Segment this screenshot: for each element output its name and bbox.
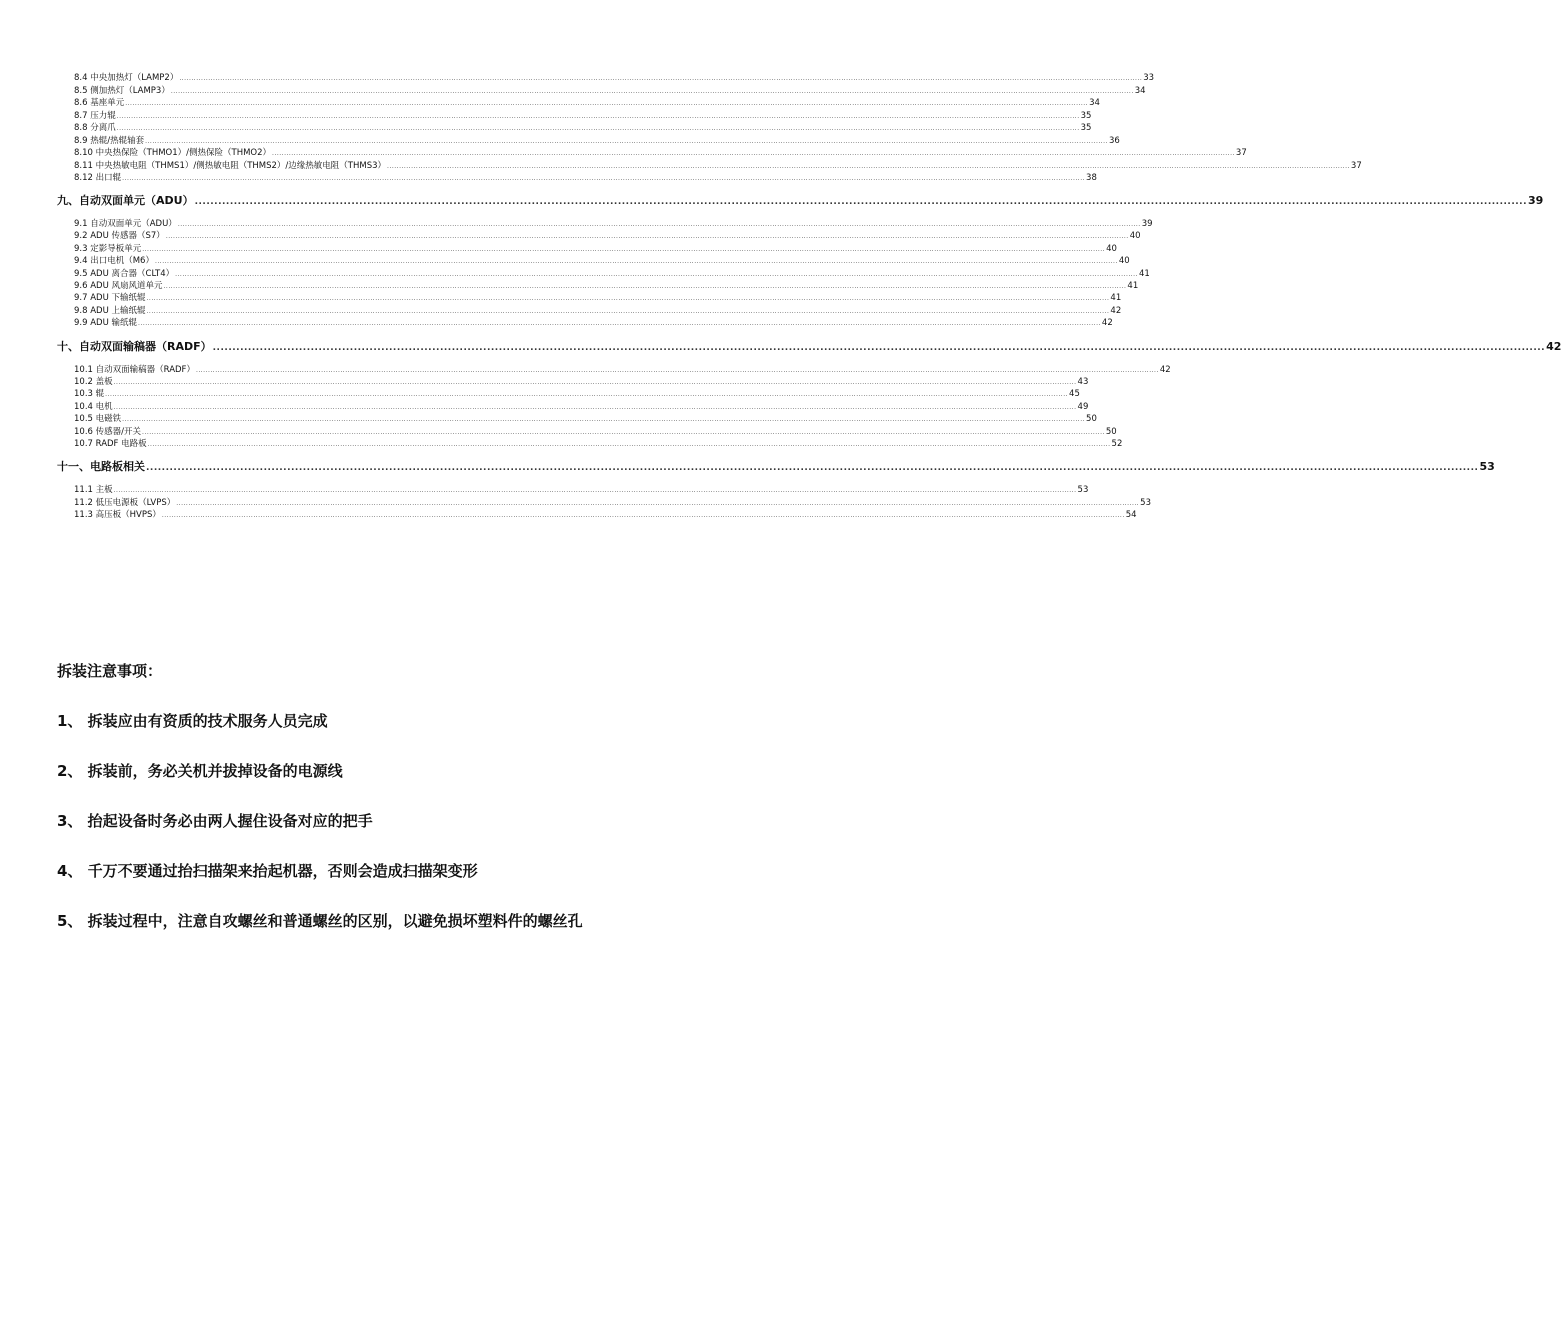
toc-entry-page: 40 <box>1106 244 1117 254</box>
toc-entry-label: 9.7 ADU 下输纸辊 <box>74 293 146 303</box>
toc-entry[interactable]: 9.2 ADU 传感器（S7） ................................................................................................................................................................................................................................................................................................................................................................................................................ 40 <box>74 231 1141 241</box>
toc-entry[interactable]: 10.7 RADF 电路板 ................................................................................................................................................................................................................................................................................................................................................................................................................ 52 <box>74 439 1123 449</box>
toc-entry[interactable]: 8.9 热辊/热辊轴套 ................................................................................................................................................................................................................................................................................................................................................................................................................ 36 <box>74 136 1120 146</box>
toc-entry-page: 34 <box>1134 86 1146 96</box>
toc-entry-page: 54 <box>1125 510 1137 520</box>
toc-entry[interactable]: 9.1 自动双面单元（ADU） ................................................................................................................................................................................................................................................................................................................................................................................................................ 39 <box>74 219 1153 229</box>
toc-entry-page: 37 <box>1235 148 1247 158</box>
toc-entry-page: 41 <box>1127 281 1139 291</box>
toc-entry-label: 10.1 自动双面输稿器（RADF） <box>74 365 195 375</box>
toc-entry-page: 34 <box>1089 98 1100 108</box>
toc-entry-page: 41 <box>1110 293 1122 303</box>
toc-chapter[interactable]: 十一、电路板相关 .................................................................................................................................................................................................................................................................................................................................................... 53 <box>57 460 1495 473</box>
toc-entry-page: 36 <box>1108 136 1120 146</box>
toc-entry-label: 11.3 高压板（HVPS） <box>74 510 161 520</box>
toc-entry-page: 35 <box>1080 111 1092 121</box>
toc-entry[interactable]: 9.3 定影导板单元 ................................................................................................................................................................................................................................................................................................................................................................................................................ 40 <box>74 244 1117 254</box>
toc-entry[interactable]: 11.1 主板 ................................................................................................................................................................................................................................................................................................................................................................................................................ 53 <box>74 485 1089 495</box>
toc-entry-label: 9.1 自动双面单元（ADU） <box>74 219 177 229</box>
toc-entry-page: 52 <box>1111 439 1123 449</box>
toc-entry-page: 53 <box>1077 485 1089 495</box>
toc-entry-label: 10.4 电机 <box>74 402 113 412</box>
toc-entry-page: 39 <box>1141 219 1153 229</box>
toc-entry-label: 8.12 出口辊 <box>74 173 122 183</box>
toc-entry-label: 9.3 定影导板单元 <box>74 244 142 254</box>
toc-entry[interactable]: 9.9 ADU 输纸辊 ................................................................................................................................................................................................................................................................................................................................................................................................................ 42 <box>74 318 1113 328</box>
toc-entry-page: 45 <box>1069 389 1080 399</box>
toc-entry[interactable]: 8.7 压力辊 ................................................................................................................................................................................................................................................................................................................................................................................................................ 35 <box>74 111 1092 121</box>
toc-entry-label: 10.3 辊 <box>74 389 105 399</box>
toc-entry[interactable]: 8.12 出口辊 ................................................................................................................................................................................................................................................................................................................................................................................................................ 38 <box>74 173 1097 183</box>
toc-entry-label: 9.4 出口电机（M6） <box>74 256 154 266</box>
toc-chapter-label: 十一、电路板相关 <box>57 460 145 473</box>
toc-entry-label: 10.6 传感器/开关 <box>74 427 141 437</box>
toc-entry-label: 8.11 中央热敏电阻（THMS1）/侧热敏电阻（THMS2）/边缘热敏电阻（THMS3） <box>74 161 387 171</box>
toc-entry[interactable]: 10.4 电机 ................................................................................................................................................................................................................................................................................................................................................................................................................ 49 <box>74 402 1089 412</box>
toc-entry-page: 37 <box>1350 161 1362 171</box>
toc-entry-page: 42 <box>1110 306 1122 316</box>
toc-entry[interactable]: 8.11 中央热敏电阻（THMS1）/侧热敏电阻（THMS2）/边缘热敏电阻（THMS3） ................................................................................................................................................................................................................................................................................................................................................................................................................ 37 <box>74 161 1362 171</box>
toc-entry-page: 41 <box>1139 269 1150 279</box>
toc-entry-label: 8.9 热辊/热辊轴套 <box>74 136 145 146</box>
toc-entry[interactable]: 10.1 自动双面输稿器（RADF） ................................................................................................................................................................................................................................................................................................................................................................................................................ 42 <box>74 365 1171 375</box>
toc-entry-label: 8.10 中央热保险（THMO1）/侧热保险（THMO2） <box>74 148 272 158</box>
toc-entry-label: 8.6 基座单元 <box>74 98 125 108</box>
toc-chapter-page: 53 <box>1479 460 1495 473</box>
toc-entry-page: 50 <box>1105 427 1117 437</box>
toc-entry-label: 8.5 侧加热灯（LAMP3） <box>74 86 170 96</box>
toc-chapter[interactable]: 九、自动双面单元（ADU） .................................................................................................................................................................................................................................................................................................................................................... 39 <box>57 194 1544 207</box>
toc-entry-page: 42 <box>1101 318 1113 328</box>
toc-entry[interactable]: 10.2 盖板 ................................................................................................................................................................................................................................................................................................................................................................................................................ 43 <box>74 377 1089 387</box>
toc-entry-label: 10.7 RADF 电路板 <box>74 439 147 449</box>
toc-entry[interactable]: 11.2 低压电源板（LVPS） ................................................................................................................................................................................................................................................................................................................................................................................................................ 53 <box>74 498 1151 508</box>
toc-entry-label: 9.8 ADU 上输纸辊 <box>74 306 146 316</box>
toc-entry[interactable]: 8.8 分离爪 ................................................................................................................................................................................................................................................................................................................................................................................................................ 35 <box>74 123 1092 133</box>
note-item: 2、 拆装前，务必关机并拔掉设备的电源线 <box>57 762 343 780</box>
toc-entry-label: 11.2 低压电源板（LVPS） <box>74 498 176 508</box>
toc-entry-page: 42 <box>1159 365 1171 375</box>
toc-chapter[interactable]: 十、自动双面输稿器（RADF） .................................................................................................................................................................................................................................................................................................................................................... 42 <box>57 340 1561 353</box>
toc-entry-label: 9.9 ADU 输纸辊 <box>74 318 138 328</box>
note-item: 1、 拆装应由有资质的技术服务人员完成 <box>57 712 328 730</box>
notes-title: 拆装注意事项： <box>57 662 163 680</box>
toc-entry-label: 11.1 主板 <box>74 485 113 495</box>
toc-entry-page: 49 <box>1077 402 1089 412</box>
toc-entry-label: 10.5 电磁铁 <box>74 414 122 424</box>
toc-entry[interactable]: 10.3 辊 ................................................................................................................................................................................................................................................................................................................................................................................................................ 45 <box>74 389 1080 399</box>
toc-entry[interactable]: 9.6 ADU 风扇风道单元 ................................................................................................................................................................................................................................................................................................................................................................................................................ 41 <box>74 281 1139 291</box>
toc-entry-label: 8.7 压力辊 <box>74 111 116 121</box>
toc-entry-page: 40 <box>1118 256 1130 266</box>
toc-entry-label: 8.8 分离爪 <box>74 123 116 133</box>
toc-chapter-label: 十、自动双面输稿器（RADF） <box>57 340 212 353</box>
toc-entry[interactable]: 8.10 中央热保险（THMO1）/侧热保险（THMO2） ................................................................................................................................................................................................................................................................................................................................................................................................................ 37 <box>74 148 1247 158</box>
toc-entry-label: 9.6 ADU 风扇风道单元 <box>74 281 163 291</box>
toc-chapter-page: 42 <box>1546 340 1561 353</box>
toc-entry-label: 10.2 盖板 <box>74 377 113 387</box>
toc-chapter-label: 九、自动双面单元（ADU） <box>57 194 194 207</box>
toc-entry-page: 53 <box>1140 498 1151 508</box>
toc-entry[interactable]: 10.6 传感器/开关 ................................................................................................................................................................................................................................................................................................................................................................................................................ 50 <box>74 427 1117 437</box>
toc-entry[interactable]: 9.7 ADU 下输纸辊 ................................................................................................................................................................................................................................................................................................................................................................................................................ 41 <box>74 293 1122 303</box>
toc-entry[interactable]: 9.4 出口电机（M6） ................................................................................................................................................................................................................................................................................................................................................................................................................ 40 <box>74 256 1130 266</box>
toc-entry-page: 35 <box>1080 123 1092 133</box>
toc-entry[interactable]: 10.5 电磁铁 ................................................................................................................................................................................................................................................................................................................................................................................................................ 50 <box>74 414 1097 424</box>
toc-entry-label: 8.4 中央加热灯（LAMP2） <box>74 73 179 83</box>
toc-entry[interactable]: 9.5 ADU 离合器（CLT4） ................................................................................................................................................................................................................................................................................................................................................................................................................ 41 <box>74 269 1150 279</box>
toc-entry-page: 50 <box>1086 414 1097 424</box>
toc-entry[interactable]: 11.3 高压板（HVPS） ................................................................................................................................................................................................................................................................................................................................................................................................................ 54 <box>74 510 1137 520</box>
toc-entry-page: 33 <box>1143 73 1155 83</box>
toc-entry[interactable]: 9.8 ADU 上输纸辊 ................................................................................................................................................................................................................................................................................................................................................................................................................ 42 <box>74 306 1122 316</box>
toc-entry[interactable]: 8.6 基座单元 ................................................................................................................................................................................................................................................................................................................................................................................................................ 34 <box>74 98 1100 108</box>
toc-entry-page: 40 <box>1129 231 1141 241</box>
note-item: 3、 抬起设备时务必由两人握住设备对应的把手 <box>57 812 373 830</box>
note-item: 4、 千万不要通过抬扫描架来抬起机器，否则会造成扫描架变形 <box>57 862 478 880</box>
toc-entry-page: 43 <box>1077 377 1089 387</box>
toc-entry-label: 9.2 ADU 传感器（S7） <box>74 231 165 241</box>
toc-chapter-page: 39 <box>1528 194 1544 207</box>
toc-entry[interactable]: 8.4 中央加热灯（LAMP2） ................................................................................................................................................................................................................................................................................................................................................................................................................ 33 <box>74 73 1155 83</box>
note-item: 5、 拆装过程中，注意自攻螺丝和普通螺丝的区别，以避免损坏塑料件的螺丝孔 <box>57 912 583 930</box>
toc-entry-label: 9.5 ADU 离合器（CLT4） <box>74 269 175 279</box>
toc-entry[interactable]: 8.5 侧加热灯（LAMP3） ................................................................................................................................................................................................................................................................................................................................................................................................................ 34 <box>74 86 1146 96</box>
toc-entry-page: 38 <box>1086 173 1097 183</box>
